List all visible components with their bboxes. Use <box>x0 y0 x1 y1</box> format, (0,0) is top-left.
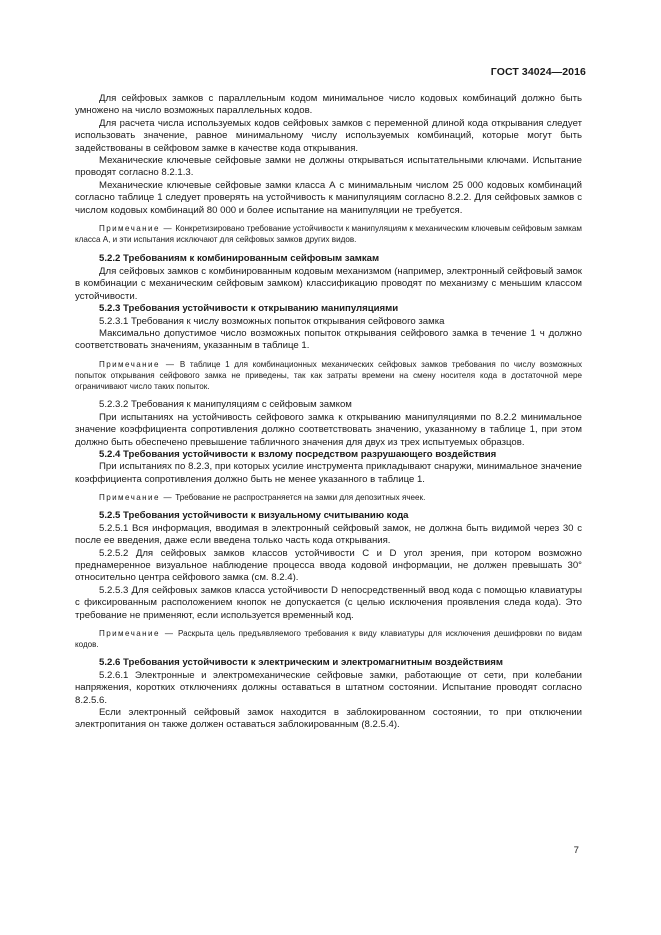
paragraph: Механические ключевые сейфовые замки класса А с минимальным числом 25 000 кодовых комбинаций согласно таблице 1 следует проверять на устойчивость к манипуляциям согласно 8.2.2. Для сейфовых замков с числом кодовых комбинаций 80 000 и более испытание на манипуляции не требуется. <box>75 179 582 216</box>
note-label: Примечание — <box>99 629 175 639</box>
note <box>75 223 582 245</box>
note <box>75 359 582 393</box>
note-label: Примечание — <box>99 359 176 369</box>
paragraph: 5.2.6.1 Электронные и электромеханические сейфовые замки, работающие от сети, при колебании напряжения, коротких отключениях должны оставаться в штатном состоянии. Испытание проводят согласно 8.2.5.6. <box>75 669 582 706</box>
section-heading: 5.2.4 Требования устойчивости к взлому посредством разрушающего воздействия <box>99 448 497 460</box>
note-label: Примечание — <box>99 224 174 234</box>
note-text: Конкретизировано требование устойчивости к манипуляциям к механическим ключевым сейфовым замкам класса А, и эти испытания исключают для сейфовых замков других видов. <box>75 224 582 245</box>
paragraph: 5.2.5.1 Вся информация, вводимая в электронный сейфовый замок, не должна быть видимой через 30 с после ее введения, даже если введена только часть кода открывания. <box>75 522 582 547</box>
note <box>75 492 582 503</box>
paragraph: Механические ключевые сейфовые замки не должны открываться испытательными ключами. Испытание проводят согласно 8.2.1.3. <box>75 155 582 179</box>
page-number: 7 <box>573 845 579 856</box>
section-heading: 5.2.5 Требования устойчивости к визуальному считыванию кода <box>99 510 409 522</box>
section-heading: 5.2.2 Требованиям к комбинированным сейфовым замкам <box>99 253 380 265</box>
note-label: Примечание — <box>99 493 173 503</box>
note-text: В таблице 1 для комбинационных механических сейфовых замков требования по числу возможных попыток открывания сейфового замка не приведены, так как затраты времени на смену носителя кода в достаточной мере ограничивают число таких попыток. <box>75 359 582 392</box>
paragraph: 5.2.5.3 Для сейфовых замков класса устойчивости D непосредственный ввод кода с помощью клавиатуры с фиксированным расположением кнопок не допускается (с целью исключения проявления следа кода). Это требование не применяют, если используется временный код. <box>75 584 582 621</box>
subsection-title: 5.2.3.1 Требования к числу возможных попыток открывания сейфового замка <box>99 315 445 327</box>
note-text: Требование не распространяется на замки для депозитных ячеек. <box>175 493 426 503</box>
page-content <box>75 93 582 732</box>
note <box>75 628 582 650</box>
paragraph: При испытаниях по 8.2.3, при которых усилие инструмента прикладывают снаружи, минимальное значение коэффициента сопротивления должно быть не менее указанного в таблице 1. <box>75 461 582 485</box>
subsection-title: 5.2.3.2 Требования к манипуляциям с сейфовым замком <box>99 399 352 411</box>
paragraph: Для сейфовых замков с комбинированным кодовым механизмом (например, электронный сейфовый замок в комбинации с механическим сейфовым замком) классификацию проводят по механизму с меньшим классом устойчивости. <box>75 265 582 302</box>
paragraph: Максимально допустимое число возможных попыток открывания сейфового замка в течение 1 ч должно соответствовать значениям, указанным в таблице 1. <box>75 327 582 352</box>
paragraph: Если электронный сейфовый замок находится в заблокированном состоянии, то при отключении электропитания он также должен оставаться заблокированным (8.2.5.4). <box>75 707 582 731</box>
note-text: Раскрыта цель предъявляемого требования к виду клавиатуры для исключения дешифровки по видам кодов. <box>75 629 582 650</box>
standard-header: ГОСТ 34024—2016 <box>490 66 586 78</box>
section-heading: 5.2.3 Требования устойчивости к открыванию манипуляциями <box>99 303 399 315</box>
paragraph: Для сейфовых замков с параллельным кодом минимальное число кодовых комбинаций должно быть умножено на число возможных параллельных кодов. <box>75 93 582 117</box>
section-heading: 5.2.6 Требования устойчивости к электрическим и электромагнитным воздействиям <box>99 657 503 669</box>
paragraph: При испытаниях на устойчивость сейфового замка к открыванию манипуляциями по 8.2.2 минимальное значение коэффициента сопротивления должно соответствовать значению, указанному в таблице 1, при этом должно быть обеспечено превышение табличного значения для двух из трех испытуемых образцов. <box>75 411 582 448</box>
paragraph: 5.2.5.2 Для сейфовых замков классов устойчивости С и D угол зрения, при котором возможно преднамеренное визуальное наблюдение процесса ввода кодовой информации, не должен превышать 30° относительно центра сейфового замка (см. 8.2.4). <box>75 547 582 584</box>
paragraph: Для расчета числа используемых кодов сейфовых замков с переменной длиной кода открывания следует использовать значение, равное минимальному числу используемых комбинаций, которые могут быть задействованы в сейфовом замке в качестве кода открывания. <box>75 117 582 154</box>
